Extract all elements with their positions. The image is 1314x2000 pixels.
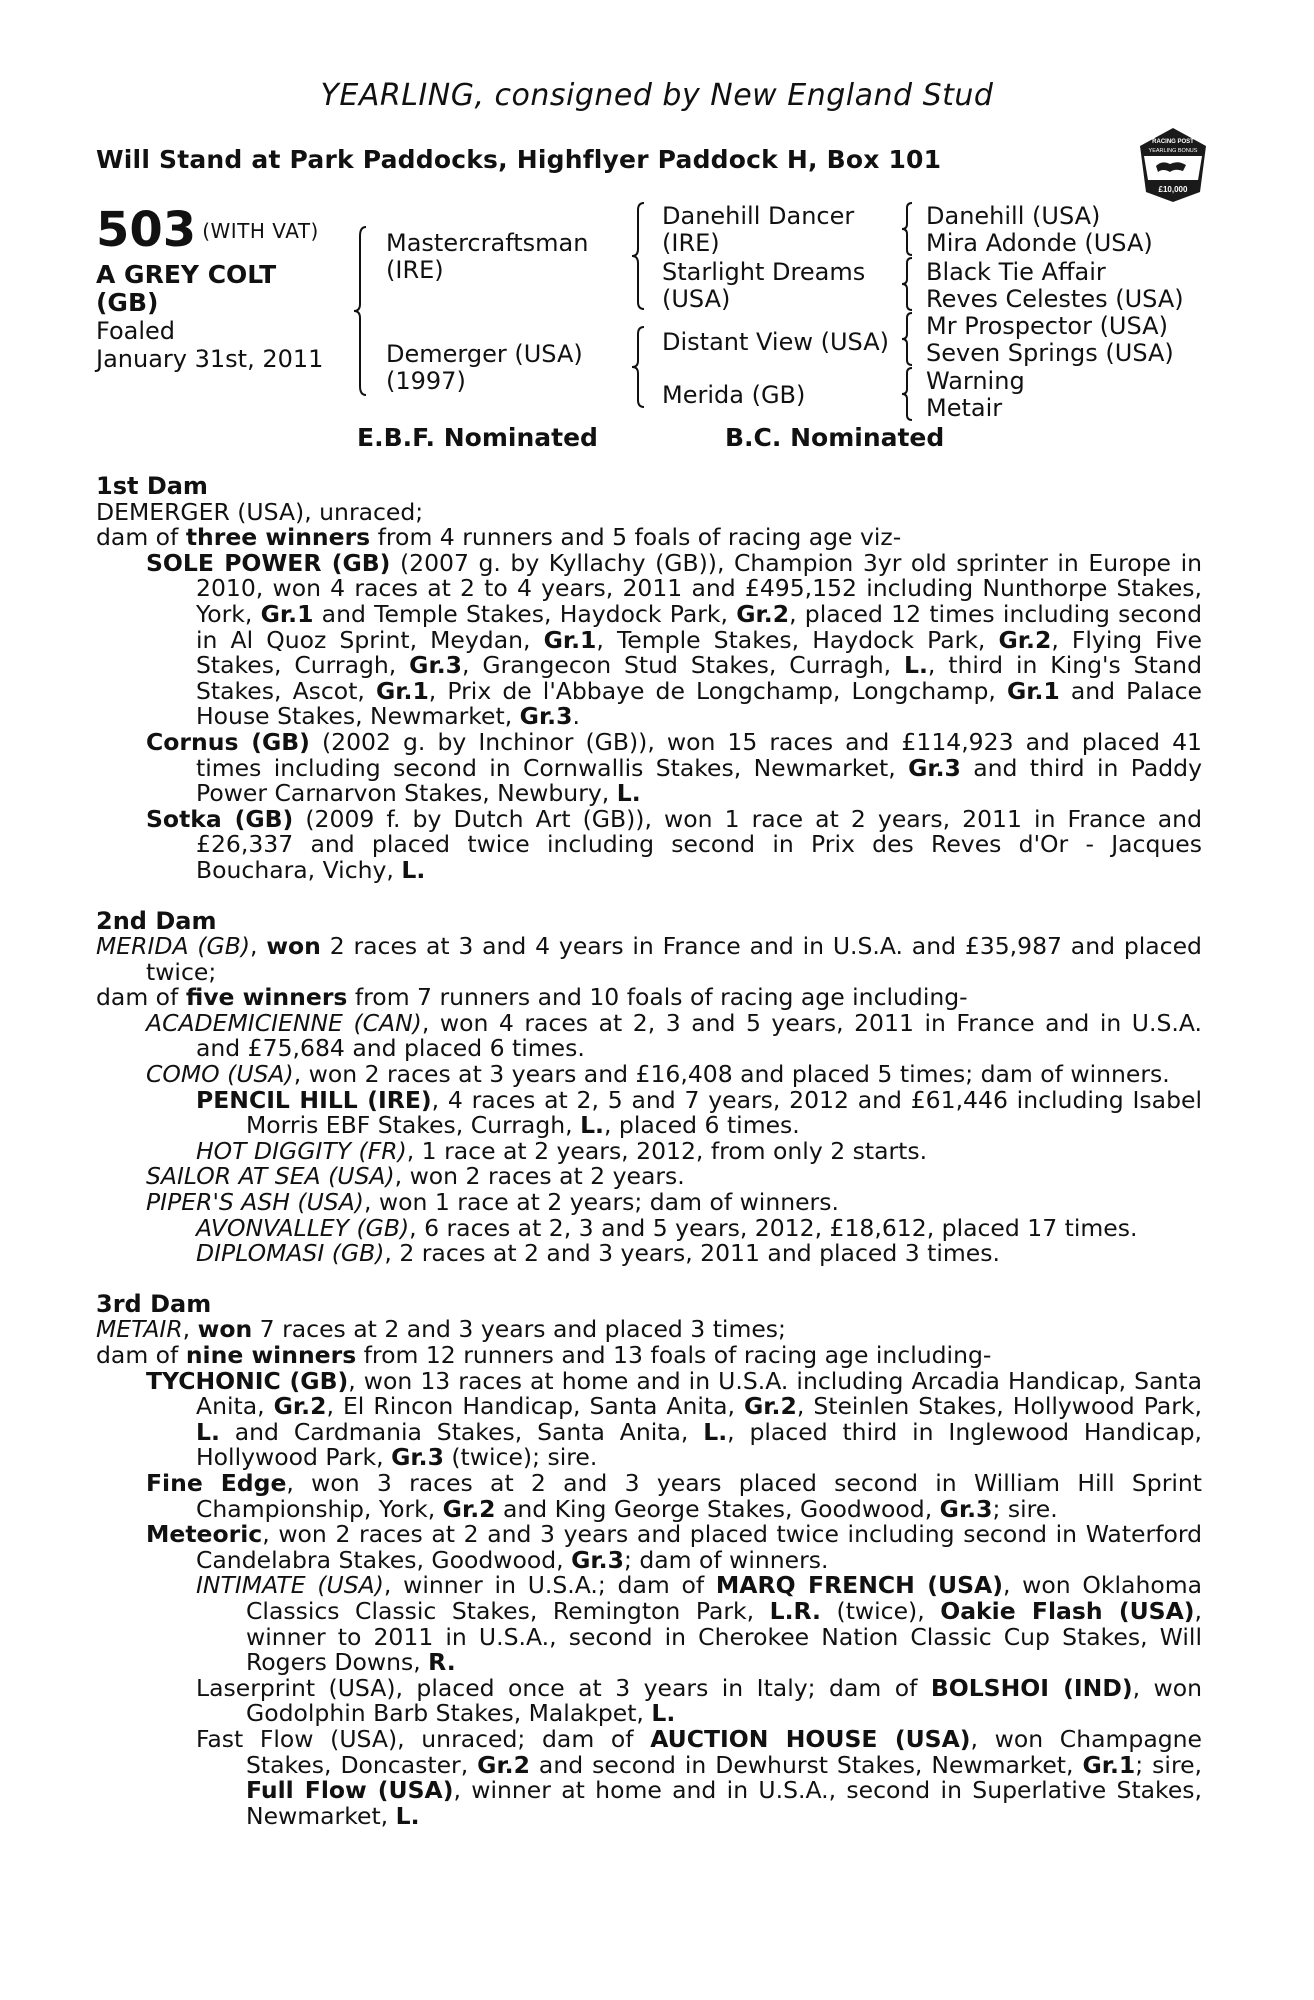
record-text: 7 races at 2 and 3 years and placed 3 times; — [252, 1315, 786, 1344]
produce-entry — [196, 1724, 1203, 1830]
highlight-text: Gr.1 — [1082, 1750, 1136, 1779]
record-text: (2002 g. by Inchinor (GB)), won 15 races and £114,923 and placed 41 times including second in Cornwallis Stakes, Newmarket, — [196, 727, 1202, 782]
horse-name-text: COMO (USA) — [146, 1060, 294, 1089]
produce-entry — [146, 1522, 1202, 1573]
third-dam-section — [96, 1289, 1203, 1830]
highlight-text: Gr.1 — [375, 676, 429, 705]
pedigree-g3: Black Tie Affair — [926, 258, 1106, 286]
highlight-text: Sotka (GB) — [146, 804, 294, 833]
lot-info — [96, 202, 366, 373]
highlight-text: Gr.2 — [998, 625, 1052, 654]
highlight-text: Gr.3 — [409, 651, 462, 680]
brace-g34 — [900, 257, 920, 311]
pedigree-g2: Mira Adonde (USA) — [926, 229, 1153, 257]
record-text: from 7 runners and 10 foals of racing age including- — [347, 983, 968, 1012]
pedigree-g1: Danehill (USA) — [926, 202, 1101, 230]
bc-nominated: B.C. Nominated — [725, 423, 945, 452]
sire-sire-name: Danehill Dancer — [662, 202, 855, 230]
highlight-text: Cornus (GB) — [146, 727, 310, 756]
record-text: , won 2 races at 2 years. — [394, 1162, 685, 1191]
lot-description-1: A GREY COLT — [96, 260, 277, 289]
record-text: Fast Flow (USA), unraced; dam of — [196, 1724, 651, 1753]
horse-name-text: HOT DIGGITY (FR) — [196, 1136, 407, 1165]
record-text: , Flying Five Stakes, Curragh, — [196, 625, 1202, 680]
record-text: , winner to 2011 in U.S.A., second in Cherokee Nation Classic Cup Stakes, Will Rogers Downs, — [246, 1596, 1202, 1677]
record-text: , 4 races at 2, 5 and 7 years, 2012 and £61,446 including Isabel Morris EBF Stakes, Curragh, — [246, 1085, 1202, 1140]
highlight-text: L. — [904, 651, 928, 680]
record-text: and Palace House Stakes, Newmarket, — [196, 676, 1202, 731]
horse-name-text: MERIDA (GB) — [96, 932, 251, 961]
highlight-text: Gr.1 — [1006, 676, 1060, 705]
highlight-text: AUCTION HOUSE (USA) — [650, 1724, 971, 1753]
lot-foaled-label: Foaled — [96, 317, 176, 345]
dam-dam-name: Merida (GB) — [662, 381, 806, 409]
sire-line-brace — [630, 202, 654, 310]
horse-name-text: AVONVALLEY (GB) — [196, 1213, 410, 1242]
record-text: from 12 runners and 13 foals of racing age including- — [356, 1341, 992, 1369]
highlight-text: L. — [395, 1801, 420, 1830]
record-text: , won 3 races at 2 and 3 years placed second in William Hill Sprint Championship, York, — [196, 1468, 1202, 1523]
horse-name-text: METAIR — [96, 1315, 183, 1344]
highlight-text: Gr.3 — [908, 753, 961, 782]
second-dam-section — [96, 906, 1202, 1268]
record-text: , 1 race at 2 years, 2012, from only 2 starts. — [406, 1136, 928, 1165]
first-dam-section — [96, 474, 1202, 884]
sire-country: (IRE) — [386, 256, 444, 284]
record-text: and King George Stakes, Goodwood, — [495, 1494, 940, 1523]
record-text: ; sire. — [992, 1494, 1058, 1523]
highlight-text: Gr.3 — [939, 1494, 993, 1523]
record-text: (2007 g. by Kyllachy (GB)), Champion 3yr old sprinter in Europe in 2010, won 4 races at 2 to 4 years, 2011 and £495,152 including Nunthorpe Stakes, York, — [196, 548, 1202, 628]
pedigree-g6: Seven Springs (USA) — [926, 339, 1174, 367]
produce-entry — [146, 727, 1202, 808]
record-text: and third in Paddy Power Carnarvon Stakes, Newbury, — [196, 753, 1202, 808]
record-text: , won Godolphin Barb Stakes, Malakpet, — [246, 1673, 1202, 1728]
stand-location: Will Stand at Park Paddocks, Highflyer Paddock H, Box 101 — [96, 145, 942, 174]
brace-g56 — [900, 312, 920, 366]
produce-entry — [146, 1164, 1202, 1190]
highlight-text: L. — [616, 779, 641, 808]
highlight-text: five winners — [185, 983, 348, 1012]
highlight-text: Gr.2 — [273, 1392, 327, 1421]
badge-amount-text: £10,000 — [1158, 185, 1188, 194]
third-dam-intro — [96, 1343, 1202, 1369]
produce-entry — [146, 548, 1202, 731]
highlight-text: Gr.2 — [736, 599, 790, 628]
record-text: , winner in U.S.A.; dam of — [383, 1571, 716, 1600]
badge-mid-text: YEARLING BONUS — [1148, 148, 1198, 154]
record-text: . — [572, 702, 580, 731]
record-text: 2 races at 3 and 4 years in France and in U.S.A. and £35,987 and placed twice; — [146, 932, 1202, 986]
dam-year: (1997) — [386, 367, 466, 395]
highlight-text: Gr.3 — [519, 702, 573, 731]
record-text: , placed third in Inglewood Handicap, Hollywood Park, — [196, 1417, 1202, 1472]
record-text: , El Rincon Handicap, Santa Anita, — [326, 1392, 745, 1421]
record-text: , won Champagne Stakes, Doncaster, — [246, 1724, 1202, 1779]
dam-line-brace — [630, 326, 654, 408]
record-text: , 2 races at 2 and 3 years, 2011 and placed 3 times. — [384, 1239, 1000, 1268]
sire-sire-country: (IRE) — [662, 229, 720, 257]
highlight-text: Gr.1 — [543, 625, 597, 654]
horse-name-text: ACADEMICIENNE (CAN) — [146, 1008, 422, 1037]
record-text: Laserprint (USA), placed once at 3 years in Italy; dam of — [196, 1673, 931, 1702]
record-text: (twice), — [821, 1596, 941, 1625]
dam-sire-name: Distant View (USA) — [662, 328, 889, 356]
produce-entry — [196, 1673, 1202, 1728]
produce-entry — [146, 1468, 1202, 1523]
record-text: (2009 f. by Dutch Art (GB)), won 1 race at 2 years, 2011 in France and £26,337 and placed twice including second in Prix des Reves d'Or - Jacques Bouchara, Vichy, — [196, 804, 1202, 884]
sire-dam-country: (USA) — [662, 285, 731, 313]
pedigree-g8: Metair — [926, 394, 1003, 422]
record-text: and second in Dewhurst Stakes, Newmarket, — [529, 1750, 1083, 1779]
highlight-text: won — [266, 932, 321, 961]
record-text: ; sire, — [1135, 1750, 1203, 1779]
produce-entry — [196, 1241, 1202, 1267]
produce-entry — [196, 1136, 1202, 1165]
pedigree-g5: Mr Prospector (USA) — [926, 312, 1168, 340]
highlight-text: L. — [703, 1417, 728, 1446]
highlight-text: L.R. — [769, 1596, 821, 1625]
highlight-text: L. — [580, 1111, 604, 1140]
record-text: , Prix de l'Abbaye de Longchamp, Longchamp, — [428, 676, 1007, 705]
horse-name-text: INTIMATE (USA) — [196, 1571, 384, 1600]
highlight-text: Gr.3 — [391, 1443, 444, 1472]
highlight-text: Gr.1 — [260, 599, 314, 628]
highlight-text: Fine Edge — [146, 1468, 287, 1497]
lot-foaled-date: January 31st, 2011 — [96, 345, 324, 373]
highlight-text: PENCIL HILL (IRE) — [196, 1085, 432, 1114]
first-dam-line: DEMERGER (USA), unraced; — [96, 497, 424, 526]
record-text: , Steinlen Stakes, Hollywood Park, — [796, 1392, 1202, 1421]
highlight-text: Gr.3 — [571, 1545, 624, 1574]
record-text: , placed 12 times including second in Al Quoz Sprint, Meydan, — [196, 599, 1202, 654]
record-text: ; dam of winners. — [623, 1545, 829, 1574]
horse-name-text: DIPLOMASI (GB) — [196, 1239, 385, 1268]
record-text: , — [182, 1315, 198, 1344]
horse-name-text: SAILOR AT SEA (USA) — [146, 1162, 395, 1191]
record-text: , Temple Stakes, Haydock Park, — [596, 625, 999, 654]
second-dam-title: 2nd Dam — [96, 906, 217, 935]
produce-entry — [196, 1573, 1202, 1675]
highlight-text: TYCHONIC (GB) — [146, 1366, 349, 1395]
produce-entry — [196, 1213, 1202, 1242]
brace-g12 — [900, 202, 920, 256]
sire-dam-brace — [352, 226, 382, 396]
record-text: dam of — [96, 983, 186, 1012]
third-dam-line — [96, 1317, 1202, 1343]
brace-g78 — [900, 367, 920, 421]
produce-entry — [146, 1008, 1202, 1063]
record-text: , won 13 races at home and in U.S.A. including Arcadia Handicap, Santa Anita, — [196, 1366, 1202, 1421]
badge-top-text: RACING POST — [1152, 139, 1194, 145]
record-text: , — [250, 932, 267, 961]
record-text: and Temple Stakes, Haydock Park, — [313, 599, 737, 628]
highlight-text: L. — [196, 1417, 220, 1446]
lot-description-2: (GB) — [96, 288, 159, 317]
record-text: , won Oklahoma Classics Classic Stakes, Remington Park, — [246, 1571, 1203, 1625]
highlight-text: Gr.2 — [477, 1750, 530, 1779]
third-dam-title: 3rd Dam — [96, 1289, 212, 1318]
highlight-text: SOLE POWER (GB) — [146, 548, 391, 577]
dam-name: Demerger (USA) — [386, 340, 583, 368]
highlight-text: Oakie Flash (USA) — [940, 1596, 1195, 1625]
sire-dam-name: Starlight Dreams — [662, 258, 866, 286]
produce-entry — [146, 804, 1202, 884]
ebf-nominated: E.B.F. Nominated — [357, 423, 598, 452]
second-dam-line — [96, 934, 1202, 985]
produce-entry — [196, 1085, 1202, 1140]
record-text: and Cardmania Stakes, Santa Anita, — [219, 1417, 704, 1446]
record-text: , 6 races at 2, 3 and 5 years, 2012, £18,612, placed 17 times. — [409, 1213, 1138, 1242]
record-text: , won 2 races at 3 years and £16,408 and placed 5 times; dam of winners. — [293, 1060, 1170, 1089]
highlight-text: Gr.2 — [744, 1392, 797, 1421]
produce-entry — [146, 1062, 1202, 1088]
record-text: , won 4 races at 2, 3 and 5 years, 2011 in France and in U.S.A. and £75,684 and placed 6 times. — [196, 1008, 1202, 1063]
pedigree-g7: Warning — [926, 367, 1025, 395]
record-text: (twice); sire. — [443, 1443, 598, 1472]
record-text: , won 1 race at 2 years; dam of winners. — [363, 1188, 839, 1217]
highlight-text: R. — [428, 1648, 456, 1677]
record-text: , won 2 races at 2 and 3 years and placed twice including second in Waterford Candelabra Stakes, Goodwood, — [196, 1520, 1202, 1574]
sire-name: Mastercraftsman — [386, 229, 589, 257]
record-text: , placed 6 times. — [603, 1111, 800, 1140]
highlight-text: L. — [401, 855, 426, 884]
produce-entry — [146, 1190, 1202, 1216]
record-text: , winner at home and in U.S.A., second in Superlative Stakes, Newmarket, — [246, 1776, 1202, 1830]
record-text: , Grangecon Stud Stakes, Curragh, — [461, 651, 904, 680]
produce-record — [96, 474, 1202, 1854]
highlight-text: Meteoric — [146, 1520, 263, 1549]
record-text: dam of — [96, 1341, 186, 1369]
highlight-text: MARQ FRENCH (USA) — [715, 1571, 1003, 1600]
highlight-text: L. — [651, 1699, 676, 1728]
pedigree-g4: Reves Celestes (USA) — [926, 285, 1184, 313]
highlight-text: BOLSHOI (IND) — [930, 1673, 1133, 1702]
highlight-text: won — [197, 1315, 253, 1344]
catalogue-heading: YEARLING, consigned by New England Stud — [320, 78, 994, 113]
first-dam-intro: dam of three winners from 4 runners and 5 foals of racing age viz- — [96, 523, 902, 552]
produce-entry — [146, 1366, 1202, 1472]
horse-name-text: PIPER'S ASH (USA) — [146, 1188, 364, 1217]
lot-number: 503 — [96, 202, 197, 258]
highlight-text: Gr.2 — [442, 1494, 496, 1523]
lot-vat: (WITH VAT) — [202, 219, 319, 243]
highlight-text: nine winners — [185, 1341, 357, 1369]
record-text: , third in King's Stand Stakes, Ascot, — [196, 651, 1202, 705]
second-dam-intro — [96, 985, 1202, 1011]
highlight-text: Full Flow (USA) — [246, 1776, 454, 1805]
first-dam-title: 1st Dam — [96, 472, 208, 500]
yearling-bonus-badge — [1136, 126, 1210, 204]
